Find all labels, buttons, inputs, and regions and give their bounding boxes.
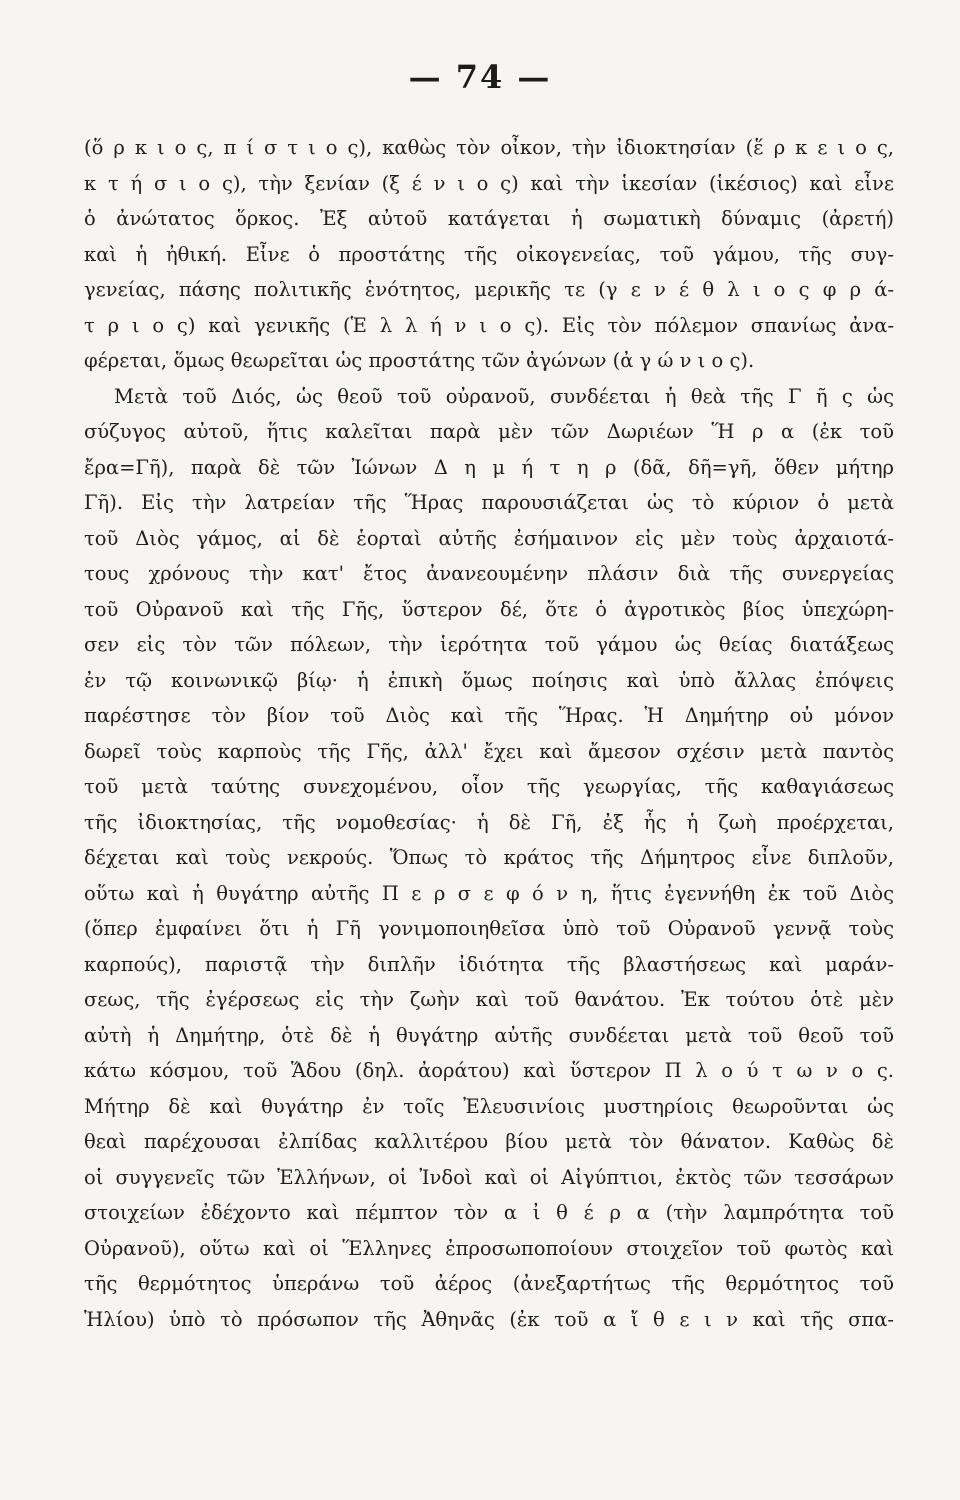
text-line: (ὅ ρ κ ι ο ς, π ί σ τ ι ο ς), καθὼς τὸν οἶκον, τὴν ἰδιοκτησίαν (ἕ ρ κ ε ι ο ς, xyxy=(84,136,894,159)
text-line: τοῦ Οὐρανοῦ καὶ τῆς Γῆς, ὕστερον δέ, ὅτε ὁ ἀγροτικὸς βίος ὑπεχώρη- xyxy=(84,597,894,621)
text-line: Ἡλίου) ὑπὸ τὸ πρόσωπον τῆς Ἀθηνᾶς (ἐκ τοῦ α ἴ θ ε ι ν καὶ τῆς σπα- xyxy=(84,1307,894,1331)
text-line: σύζυγος αὐτοῦ, ἥτις καλεῖται παρὰ μὲν τῶν Δωριέων Ἥ ρ α (ἐκ τοῦ xyxy=(84,420,894,443)
text-line: αὐτὴ ἡ Δημήτηρ, ὁτὲ δὲ ἡ θυγάτηρ αὐτῆς συνδέεται μετὰ τοῦ θεοῦ τοῦ xyxy=(84,1023,894,1047)
text-line: κ τ ή σ ι ο ς), τὴν ξενίαν (ξ έ ν ι ο ς) καὶ τὴν ἱκεσίαν (ἱκέσιος) καὶ εἶνε xyxy=(84,171,894,195)
text-line: ἔρα=Γῆ), παρὰ δὲ τῶν Ἰώνων Δ η μ ή τ η ρ (δᾶ, δῆ=γῆ, ὅθεν μήτηρ xyxy=(84,455,894,479)
text-line: ἐν τῷ κοινωνικῷ βίῳ· ἡ ἐπικὴ ὅμως ποίησις καὶ ὑπὸ ἄλλας ἐπόψεις xyxy=(84,668,894,692)
text-line: Γῆ). Εἰς τὴν λατρείαν τῆς Ἥρας παρουσιάζεται ὡς τὸ κύριον ὁ μετὰ xyxy=(84,491,894,514)
text-line: Μετὰ τοῦ Διός, ὡς θεοῦ τοῦ οὐρανοῦ, συνδέεται ἡ θεὰ τῆς Γ ῆ ς ὡς xyxy=(114,384,894,408)
body-text xyxy=(84,130,894,1337)
text-line: θεαὶ παρέχουσαι ἐλπίδας καλλιτέρου βίου μετὰ τὸν θάνατον. Καθὼς δὲ xyxy=(84,1130,894,1153)
text-line: παρέστησε τὸν βίον τοῦ Διὸς καὶ τῆς Ἥρας. Ἡ Δημήτηρ οὐ μόνον xyxy=(84,704,894,727)
text-line: τῆς θερμότητος ὑπεράνω τοῦ ἀέρος (ἀνεξαρτήτως τῆς θερμότητος τοῦ xyxy=(84,1272,894,1295)
text-line: τοῦ Διὸς γάμος, αἱ δὲ ἑορταὶ αὐτῆς ἐσήμαινον εἰς μὲν τοὺς ἀρχαιοτά- xyxy=(84,526,894,550)
text-line: οὕτω καὶ ἡ θυγάτηρ αὐτῆς Π ε ρ σ ε φ ό ν η, ἥτις ἐγεννήθη ἐκ τοῦ Διὸς xyxy=(84,881,894,905)
text-line: τῆς ἰδιοκτησίας, τῆς νομοθεσίας· ἡ δὲ Γῆ, ἐξ ἧς ἡ ζωὴ προέρχεται, xyxy=(84,810,894,834)
page-number: — 74 — xyxy=(408,58,552,96)
text-line: δωρεῖ τοὺς καρποὺς τῆς Γῆς, ἀλλ' ἔχει καὶ ἄμεσον σχέσιν μετὰ παντὸς xyxy=(84,739,894,763)
text-line: δέχεται καὶ τοὺς νεκρούς. Ὅπως τὸ κράτος τῆς Δήμητρος εἶνε διπλοῦν, xyxy=(84,846,894,869)
text-line: οἱ συγγενεῖς τῶν Ἑλλήνων, οἱ Ἰνδοὶ καὶ οἱ Αἰγύπτιοι, ἐκτὸς τῶν τεσσάρων xyxy=(84,1165,894,1189)
text-line: καὶ ἡ ἠθική. Εἶνε ὁ προστάτης τῆς οἰκογενείας, τοῦ γάμου, τῆς συγ- xyxy=(84,242,894,266)
text-line: σεν εἰς τὸν τῶν πόλεων, τὴν ἱερότητα τοῦ γάμου ὡς θείας διατάξεως xyxy=(84,633,894,656)
text-line: φέρεται, ὅμως θεωρεῖται ὡς προστάτης τῶν ἀγώνων (ἀ γ ώ ν ι ο ς). xyxy=(84,349,755,372)
text-line: στοιχείων ἐδέχοντο καὶ πέμπτον τὸν α ἰ θ έ ρ α (τὴν λαμπρότητα τοῦ xyxy=(84,1201,894,1224)
text-line: τ ρ ι ο ς) καὶ γενικῆς (Ἑ λ λ ή ν ι ο ς). Εἰς τὸν πόλεμον σπανίως ἀνα- xyxy=(84,313,894,337)
text-line: ὁ ἀνώτατος ὅρκος. Ἐξ αὐτοῦ κατάγεται ἡ σωματικὴ δύναμις (ἀρετή) xyxy=(84,207,894,230)
text-line: κάτω κόσμου, τοῦ Ἅδου (δηλ. ἀοράτου) καὶ ὕστερον Π λ ο ύ τ ω ν ο ς. xyxy=(84,1059,894,1082)
text-line: Μήτηρ δὲ καὶ θυγάτηρ ἐν τοῖς Ἐλευσινίοις μυστηρίοις θεωροῦνται ὡς xyxy=(84,1094,894,1118)
text-line: τους χρόνους τὴν κατ' ἔτος ἀνανεουμένην πλάσιν διὰ τῆς συνεργείας xyxy=(84,562,894,585)
text-line: γενείας, πάσης πολιτικῆς ἑνότητος, μερικῆς τε (γ ε ν έ θ λ ι ο ς φ ρ ά- xyxy=(84,278,894,301)
text-line: τοῦ μετὰ ταύτης συνεχομένου, οἷον τῆς γεωργίας, τῆς καθαγιάσεως xyxy=(84,775,894,798)
text-line: καρπούς), παριστᾷ τὴν διπλῆν ἰδιότητα τῆς βλαστήσεως καὶ μαράν- xyxy=(84,952,894,976)
text-line: σεως, τῆς ἐγέρσεως εἰς τὴν ζωὴν καὶ τοῦ θανάτου. Ἐκ τούτου ὁτὲ μὲν xyxy=(84,988,894,1011)
text-line: Οὐρανοῦ), οὕτω καὶ οἱ Ἕλληνες ἐπροσωποποίουν στοιχεῖον τοῦ φωτὸς καὶ xyxy=(84,1236,894,1260)
text-line: (ὅπερ ἐμφαίνει ὅτι ἡ Γῆ γονιμοποιηθεῖσα ὑπὸ τοῦ Οὐρανοῦ γεννᾷ τοὺς xyxy=(84,917,894,940)
